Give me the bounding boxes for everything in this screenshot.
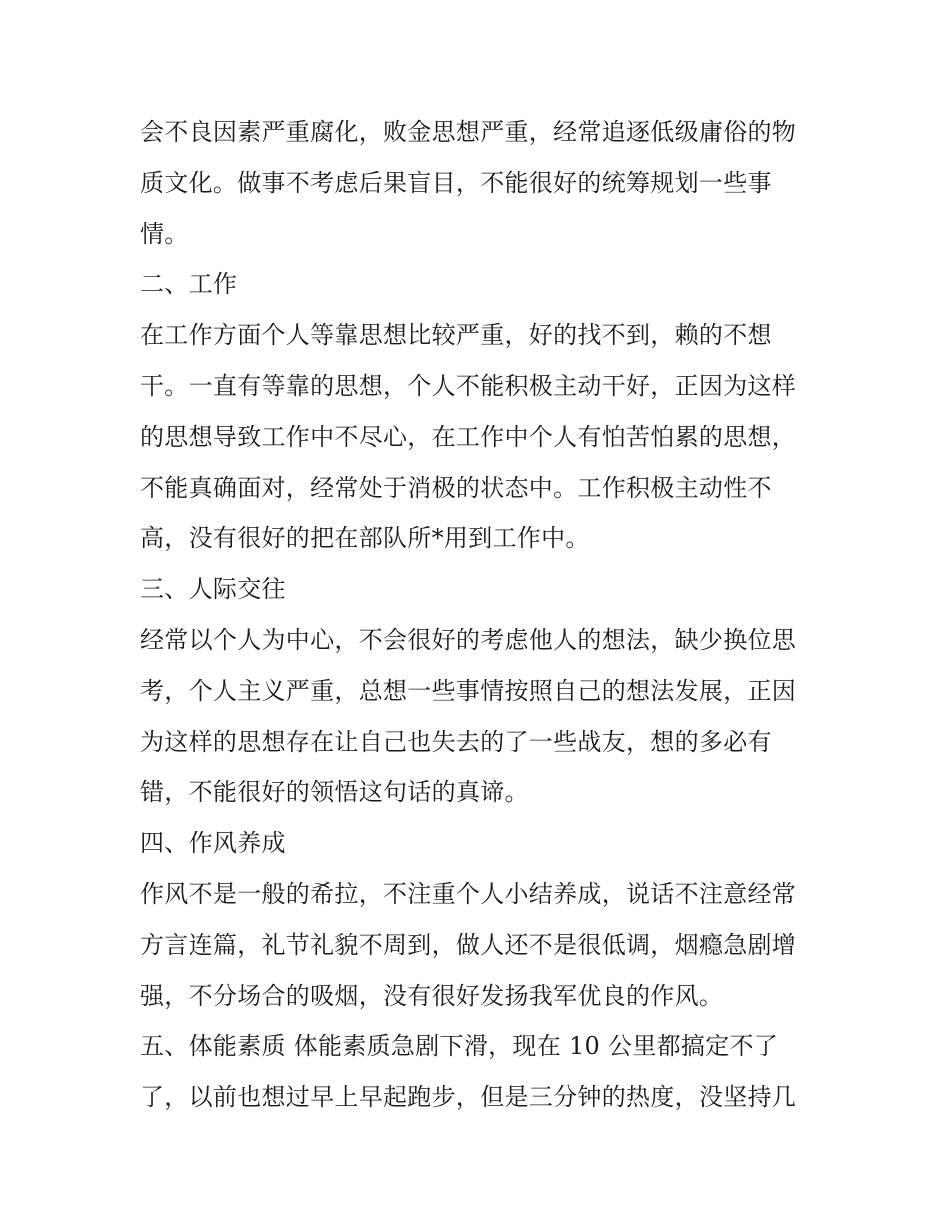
section-heading-interpersonal: 三、人际交往 xyxy=(140,575,286,604)
text-line: 在工作方面个人等靠思想比较严重，好的找不到，赖的不想 xyxy=(140,321,772,350)
text-line: 会不良因素严重腐化，败金思想严重，经常追逐低级庸俗的物 xyxy=(140,118,797,146)
document-body xyxy=(140,107,820,1123)
text-line: 错，不能很好的领悟这句话的真谛。 xyxy=(140,778,529,807)
text-line: 作风不是一般的希拉，不注重个人小结养成，说话不注意经常 xyxy=(140,879,797,908)
text-line: 了，以前也想过早上早起跑步，但是三分钟的热度，没坚持几 xyxy=(140,1083,797,1112)
text-line: 考，个人主义严重，总想一些事情按照自己的想法发展，正因 xyxy=(140,676,797,705)
text-line: 不能真确面对，经常处于消极的状态中。工作积极主动性不 xyxy=(140,473,772,502)
section-heading-style: 四、作风养成 xyxy=(140,829,286,858)
text-line: 方言连篇，礼节礼貌不周到，做人还不是很低调，烟瘾急剧增 xyxy=(140,930,797,959)
section-heading-work: 二、工作 xyxy=(140,270,238,299)
text-line: 为这样的思想存在让自己也失去的了一些战友，想的多必有 xyxy=(140,727,772,756)
text-line: 质文化。做事不考虑后果盲目，不能很好的统筹规划一些事 xyxy=(140,168,772,197)
text-line: 高，没有很好的把在部队所*用到工作中。 xyxy=(140,524,590,553)
text-line: 的思想导致工作中不尽心，在工作中个人有怕苦怕累的思想， xyxy=(140,422,797,451)
section-heading-fitness: 五、体能素质 体能素质急剧下滑，现在 10 公里都搞定不了 xyxy=(140,1032,779,1061)
text-line: 干。一直有等靠的思想，个人不能积极主动干好，正因为这样 xyxy=(140,371,797,400)
text-line: 经常以个人为中心，不会很好的考虑他人的想法，缺少换位思 xyxy=(140,625,797,654)
text-line: 情。 xyxy=(140,219,189,248)
text-line: 强，不分场合的吸烟，没有很好发扬我军优良的作风。 xyxy=(140,981,724,1010)
